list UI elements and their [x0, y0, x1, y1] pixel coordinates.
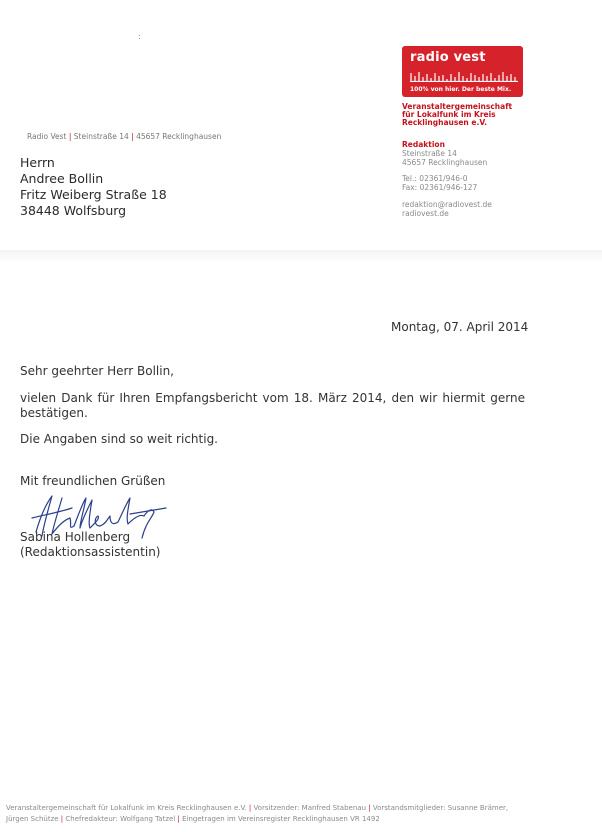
scan-mark: : [138, 32, 141, 41]
letter-closing: Mit freundlichen Grüßen [20, 474, 166, 488]
signer-name: Sabina Hollenberg [20, 530, 131, 544]
org-phone: Tel.: 02361/946-0 Fax: 02361/946-127 [402, 174, 478, 192]
org-contact [402, 200, 492, 218]
org-address: Steinstraße 14 45657 Recklinghausen [402, 149, 488, 167]
recipient-address [20, 155, 167, 219]
signature-block [20, 530, 160, 560]
recipient-city: 38448 Wolfsburg [20, 203, 127, 218]
org-email: redaktion@radiovest.de [402, 200, 492, 209]
sender-street: Steinstraße 14 [73, 132, 129, 141]
sender-city: 45657 Recklinghausen [136, 132, 222, 141]
logo-equalizer-icon [410, 70, 518, 82]
letter-paragraph-2: Die Angaben sind so weit richtig. [20, 432, 218, 446]
org-website: radiovest.de [402, 209, 449, 218]
logo-tagline: 100% von hier. Der beste Mix. [410, 86, 512, 93]
logo-name: radio vest [410, 50, 486, 65]
scan-seam [0, 250, 602, 272]
dept-heading: Redaktion [402, 140, 445, 149]
letter-date: Montag, 07. April 2014 [391, 320, 529, 334]
footer-line-2: Jürgen Schütze | Chefredakteur: Wolfgang Tatzel | Eingetragen im Vereinsregister Recklinghausen VR 1492 [6, 815, 380, 823]
sender-name: Radio Vest [27, 132, 67, 141]
sender-line: Radio Vest | Steinstraße 14 | 45657 Recklinghausen [27, 132, 222, 141]
recipient-street: Fritz Weiberg Straße 18 [20, 187, 167, 202]
recipient-name: Andree Bollin [20, 171, 104, 186]
org-name: Veranstaltergemeinschaft für Lokalfunk im Kreis Recklinghausen e.V. [402, 102, 513, 127]
letter-paragraph-1: vielen Dank für Ihren Empfangsbericht vom 18. März 2014, den wir hiermit gerne bestätigen. [20, 391, 525, 420]
signer-role: (Redaktionsassistentin) [20, 545, 161, 559]
letter-greeting: Sehr geehrter Herr Bollin, [20, 364, 174, 378]
footer [6, 803, 602, 825]
footer-line-1: Veranstaltergemeinschaft für Lokalfunk im Kreis Recklinghausen e.V. | Vorsitzender: Manfred Stabenau | Vorstandsmitglieder: Susanne Brämer, [6, 804, 509, 812]
recipient-salutation: Herrn [20, 155, 55, 170]
